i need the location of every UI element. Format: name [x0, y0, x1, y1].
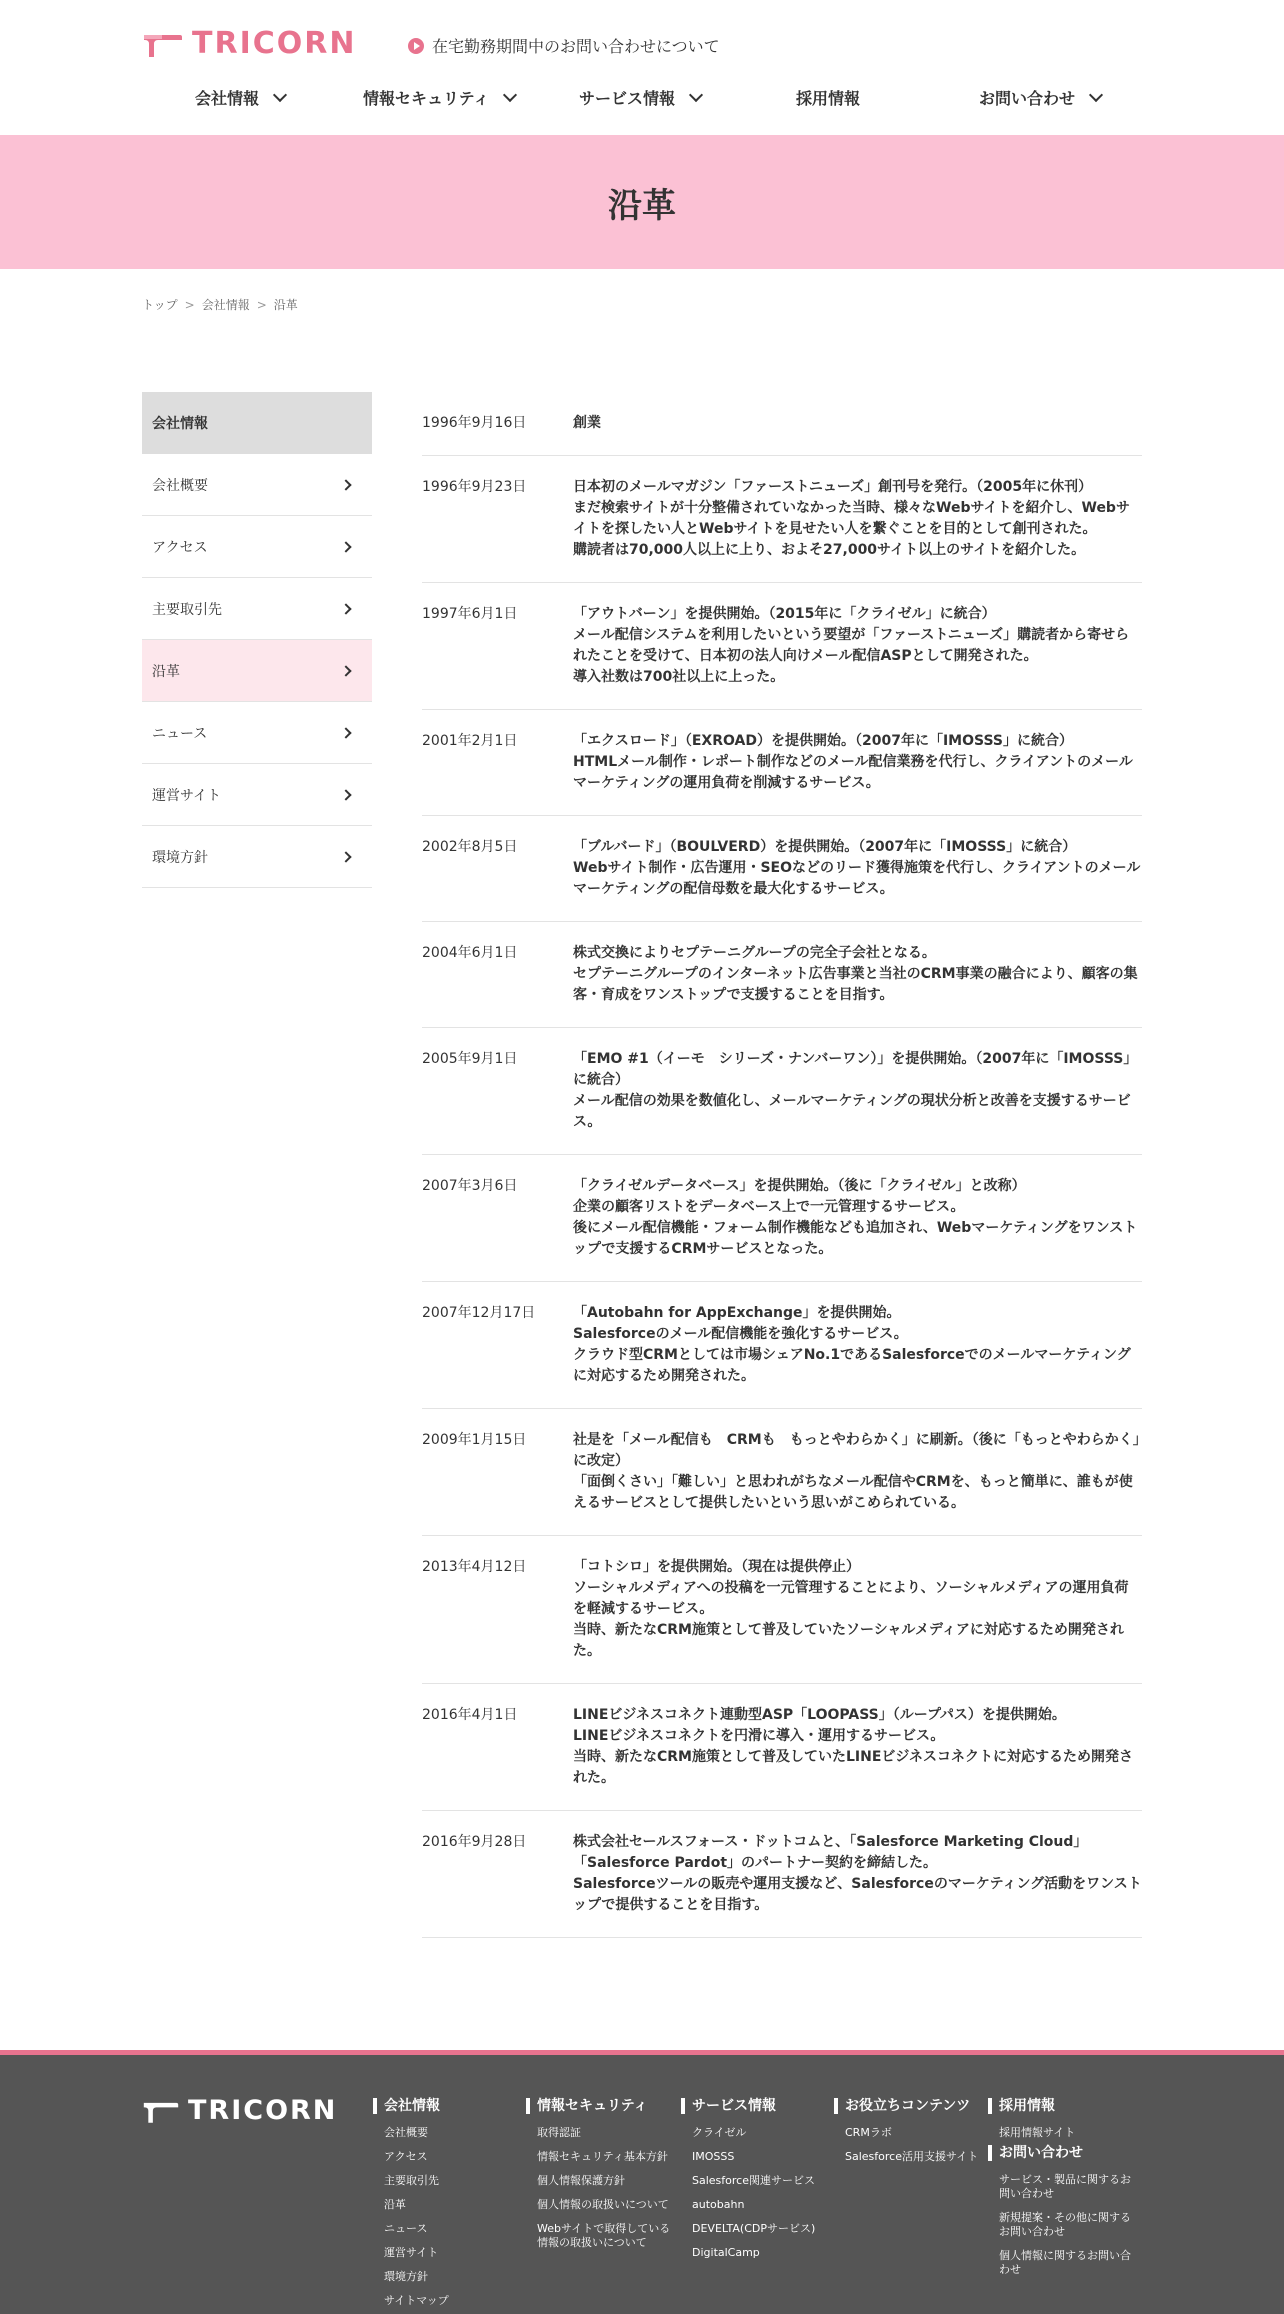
notice-text: 在宅勤務期間中のお問い合わせについて — [432, 37, 720, 56]
history-line: 当時、新たなCRM施策として普及していたソーシャルメディアに対応するため開発された。 — [573, 1622, 1124, 1659]
nav-contact[interactable] — [979, 86, 1101, 109]
footer-col-heading[interactable]: お役立ちコンテンツ — [834, 2098, 984, 2114]
history-row — [422, 1155, 1142, 1282]
history-date: 2001年2月1日 — [422, 733, 518, 749]
history-description — [573, 1430, 1142, 1514]
footer-logo[interactable] — [142, 2095, 337, 2126]
side-nav — [142, 392, 372, 888]
logo-text: TRICORN — [192, 26, 357, 61]
history-line: 「EMO #1（イーモ シリーズ・ナンバーワン）」を提供開始。（2007年に「IMOSSS」に統合） — [573, 1051, 1138, 1088]
side-item-sites[interactable] — [142, 764, 372, 826]
footer-col-heading[interactable]: 会社情報 — [373, 2098, 523, 2114]
history-line: 「エクスロード」（EXROAD）を提供開始。（2007年に「IMOSSS」に統合） — [573, 733, 1073, 749]
history-date: 2013年4月12日 — [422, 1559, 527, 1575]
history-description — [573, 837, 1142, 900]
history-row — [422, 392, 1142, 456]
footer-col-contact — [988, 2145, 1138, 2287]
side-item-access[interactable] — [142, 516, 372, 578]
footer-col-heading[interactable]: 情報セキュリティ — [526, 2098, 676, 2114]
history-row — [422, 922, 1142, 1028]
chevron-right-icon — [340, 479, 351, 490]
history-line: 「Autobahn for AppExchange」を提供開始。 — [573, 1305, 901, 1321]
history-line: 社是を「メール配信も CRMも もっとやわらかく」に刷新。（後に「もっとやわらかく」に改定） — [573, 1432, 1140, 1469]
footer-link[interactable]: Webサイトで取得している情報の取扱いについて — [537, 2222, 671, 2249]
history-line: LINEビジネスコネクトを円滑に導入・運用するサービス。 — [573, 1728, 945, 1744]
nav-security[interactable] — [363, 86, 515, 109]
side-item-label: 運営サイト — [152, 787, 222, 804]
chevron-down-icon — [689, 87, 703, 101]
footer-col-heading[interactable]: お問い合わせ — [988, 2145, 1138, 2161]
footer-link[interactable]: 取得認証 — [537, 2126, 581, 2139]
history-date: 2005年9月1日 — [422, 1051, 518, 1067]
footer-logo-text: TRICORN — [188, 2095, 338, 2126]
footer-link[interactable]: サイトマップ — [384, 2294, 449, 2307]
history-line: Webサイト制作・広告運用・SEOなどのリード獲得施策を代行し、クライアントのメールマーケティングの配信母数を最大化するサービス。 — [573, 860, 1141, 897]
history-description — [573, 1832, 1142, 1916]
history-description — [573, 1705, 1142, 1789]
history-line: 「コトシロ」を提供開始。（現在は提供停止） — [573, 1559, 860, 1575]
history-line: 後にメール配信機能・フォーム制作機能なども追加され、Webマーケティングをワンストップで支援するCRMサービスとなった。 — [573, 1220, 1138, 1257]
nav-contact-label: お問い合わせ — [979, 89, 1076, 108]
history-description — [573, 943, 1142, 1006]
arrow-circle-icon — [408, 38, 424, 54]
side-item-label: 会社概要 — [152, 477, 208, 494]
site-header — [0, 0, 1284, 135]
history-line: 当時、新たなCRM施策として普及していたLINEビジネスコネクトに対応するため開発された。 — [573, 1749, 1133, 1786]
side-item-environment[interactable] — [142, 826, 372, 888]
footer-link[interactable]: 環境方針 — [384, 2270, 428, 2283]
history-row — [422, 456, 1142, 583]
chevron-right-icon — [340, 851, 351, 862]
footer-link[interactable]: サービス・製品に関するお問い合わせ — [999, 2173, 1131, 2200]
history-line: 企業の顧客リストをデータベース上で一元管理するサービス。 — [573, 1199, 965, 1215]
footer-link[interactable]: 個人情報に関するお問い合わせ — [999, 2249, 1131, 2276]
history-description — [573, 731, 1142, 794]
breadcrumb — [142, 296, 298, 313]
history-date: 2016年4月1日 — [422, 1707, 518, 1723]
history-description — [573, 413, 1142, 434]
nav-services-label: サービス情報 — [579, 89, 676, 108]
chevron-right-icon — [340, 541, 351, 552]
history-date: 1996年9月23日 — [422, 479, 527, 495]
history-line: 導入社数は700社以上に上った。 — [573, 669, 785, 685]
history-line: セプテーニグループのインターネット広告事業と当社のCRM事業の融合により、顧客の集客・育成をワンストップで支援することを目指す。 — [573, 966, 1138, 1003]
history-description — [573, 604, 1142, 688]
history-description — [573, 1303, 1142, 1387]
history-description — [573, 1176, 1142, 1260]
tricorn-mark-icon — [142, 31, 184, 57]
footer-link[interactable]: アクセス — [384, 2150, 428, 2163]
nav-company-label: 会社情報 — [195, 89, 260, 108]
history-date: 2002年8月5日 — [422, 839, 518, 855]
footer-link[interactable]: ニュース — [384, 2222, 428, 2235]
history-row — [422, 1684, 1142, 1811]
chevron-right-icon — [340, 789, 351, 800]
breadcrumb-top[interactable]: トップ — [142, 298, 178, 312]
footer-col-recruit — [988, 2098, 1138, 2150]
history-row — [422, 710, 1142, 816]
history-line: Salesforceのメール配信機能を強化するサービス。 — [573, 1326, 908, 1342]
footer-col-security — [526, 2098, 676, 2260]
history-row — [422, 1282, 1142, 1409]
footer-link[interactable]: IMOSSS — [692, 2150, 735, 2163]
history-date: 2004年6月1日 — [422, 945, 518, 961]
footer-link[interactable]: クライゼル — [692, 2126, 747, 2139]
breadcrumb-current: 沿革 — [273, 298, 298, 312]
history-line: 「アウトバーン」を提供開始。（2015年に「クライゼル」に統合） — [573, 606, 996, 622]
footer-link[interactable]: 個人情報保護方針 — [537, 2174, 625, 2187]
footer-link[interactable]: 情報セキュリティ基本方針 — [537, 2150, 668, 2163]
history-line: LINEビジネスコネクト連動型ASP「LOOPASS」（ループパス）を提供開始。 — [573, 1707, 1066, 1723]
history-line: メール配信の効果を数値化し、メールマーケティングの現状分析と改善を支援するサービス。 — [573, 1093, 1131, 1130]
side-item-label: アクセス — [152, 539, 208, 556]
breadcrumb-separator: > — [184, 297, 195, 312]
history-line: 創業 — [573, 415, 601, 431]
side-item-label: 沿革 — [152, 663, 180, 680]
footer-link[interactable]: 主要取引先 — [384, 2174, 439, 2187]
footer-col-services — [681, 2098, 831, 2270]
footer-link[interactable]: 運営サイト — [384, 2246, 439, 2259]
chevron-down-icon — [273, 87, 287, 101]
footer-col-company — [373, 2098, 523, 2314]
nav-services[interactable] — [579, 86, 701, 109]
footer-link[interactable]: autobahn — [692, 2198, 745, 2211]
history-line: 購読者は70,000人以上に上り、およそ27,000サイト以上のサイトを紹介した。 — [573, 542, 1086, 558]
history-row — [422, 1028, 1142, 1155]
history-line: 「面倒くさい」「難しい」と思われがちなメール配信やCRMを、もっと簡単に、誰もが使えるサービスとして提供したいという思いがこめられている。 — [573, 1474, 1133, 1511]
page-title-band — [0, 135, 1284, 269]
nav-recruit[interactable] — [796, 86, 860, 109]
chevron-right-icon — [340, 603, 351, 614]
site-logo[interactable] — [142, 26, 356, 61]
history-date: 2009年1月15日 — [422, 1432, 527, 1448]
footer-col-heading[interactable]: 採用情報 — [988, 2098, 1138, 2114]
history-line: 株式交換によりセプテーニグループの完全子会社となる。 — [573, 945, 936, 961]
history-row — [422, 583, 1142, 710]
side-item-label: ニュース — [152, 725, 208, 742]
history-line: ソーシャルメディアへの投稿を一元管理することにより、ソーシャルメディアの運用負荷を軽減するサービス。 — [573, 1580, 1129, 1617]
site-footer — [0, 2050, 1284, 2314]
history-date: 1997年6月1日 — [422, 606, 518, 622]
footer-link[interactable]: 会社概要 — [384, 2126, 428, 2139]
history-line: HTMLメール制作・レポート制作などのメール配信業務を代行し、クライアントのメールマーケティングの運用負荷を削減するサービス。 — [573, 754, 1133, 791]
footer-link[interactable]: Salesforce関連サービス — [692, 2174, 815, 2187]
history-list — [422, 392, 1142, 1938]
footer-link[interactable]: DEVELTA(CDPサービス) — [692, 2222, 816, 2235]
history-line: 株式会社セールスフォース・ドットコムと、「Salesforce Marketing Cloud」「Salesforce Pardot」のパートナー契約を締結した。 — [573, 1834, 1088, 1871]
breadcrumb-company[interactable]: 会社情報 — [201, 298, 250, 312]
side-item-history[interactable] — [142, 640, 372, 702]
tricorn-mark-icon — [142, 2099, 180, 2123]
footer-link[interactable]: 新規提案・その他に関するお問い合わせ — [999, 2211, 1131, 2238]
footer-link[interactable]: CRMラボ — [845, 2126, 892, 2139]
footer-col-contents — [834, 2098, 984, 2174]
history-date: 2016年9月28日 — [422, 1834, 527, 1850]
history-row — [422, 1409, 1142, 1536]
footer-col-heading[interactable]: サービス情報 — [681, 2098, 831, 2114]
side-item-label: 環境方針 — [152, 849, 208, 866]
nav-company[interactable] — [195, 86, 285, 109]
page-title: 沿革 — [608, 185, 676, 226]
history-line: 日本初のメールマガジン「ファーストニューズ」創刊号を発行。（2005年に休刊） — [573, 479, 1093, 495]
history-line: メール配信システムを利用したいという要望が「ファーストニューズ」購読者から寄せられたことを受けて、日本初の法人向けメール配信ASPとして開発された。 — [573, 627, 1130, 664]
nav-recruit-label: 採用情報 — [796, 89, 861, 108]
footer-link[interactable]: Salesforce活用支援サイト — [845, 2150, 979, 2163]
history-line: まだ検索サイトが十分整備されていなかった当時、様々なWebサイトを紹介し、Webサイトを探したい人とWebサイトを見せたい人を繋ぐことを目的として創刊された。 — [573, 500, 1130, 537]
side-item-news[interactable] — [142, 702, 372, 764]
side-item-label: 主要取引先 — [152, 601, 222, 618]
footer-link[interactable]: 採用情報サイト — [999, 2126, 1076, 2139]
history-date: 2007年12月17日 — [422, 1305, 536, 1321]
history-description — [573, 1557, 1142, 1662]
footer-link[interactable]: DigitalCamp — [692, 2246, 760, 2259]
side-item-overview[interactable] — [142, 454, 372, 516]
breadcrumb-separator: > — [256, 297, 267, 312]
history-row — [422, 816, 1142, 922]
history-line: クラウド型CRMとしては市場シェアNo.1であるSalesforceでのメールマーケティングに対応するため開発された。 — [573, 1347, 1131, 1384]
remote-work-notice-link[interactable] — [408, 34, 720, 57]
history-row — [422, 1811, 1142, 1938]
footer-link[interactable]: 沿革 — [384, 2198, 406, 2211]
chevron-down-icon — [1089, 87, 1103, 101]
history-line: 「クライゼルデータベース」を提供開始。（後に「クライゼル」と改称） — [573, 1178, 1026, 1194]
history-row — [422, 1536, 1142, 1684]
history-line: Salesforceツールの販売や運用支援など、Salesforceのマーケティング活動をワンストップで提供することを目指す。 — [573, 1876, 1142, 1913]
history-date: 2007年3月6日 — [422, 1178, 518, 1194]
history-line: 「ブルバード」（BOULVERD）を提供開始。（2007年に「IMOSSS」に統合） — [573, 839, 1077, 855]
global-nav — [142, 86, 1142, 116]
history-description — [573, 1049, 1142, 1133]
side-item-clients[interactable] — [142, 578, 372, 640]
footer-link[interactable]: 個人情報の取扱いについて — [537, 2198, 669, 2211]
side-nav-heading[interactable]: 会社情報 — [142, 392, 372, 454]
history-date: 1996年9月16日 — [422, 415, 527, 431]
chevron-down-icon — [503, 87, 517, 101]
nav-security-label: 情報セキュリティ — [363, 89, 490, 108]
chevron-right-icon — [340, 665, 351, 676]
chevron-right-icon — [340, 727, 351, 738]
history-description — [573, 477, 1142, 561]
